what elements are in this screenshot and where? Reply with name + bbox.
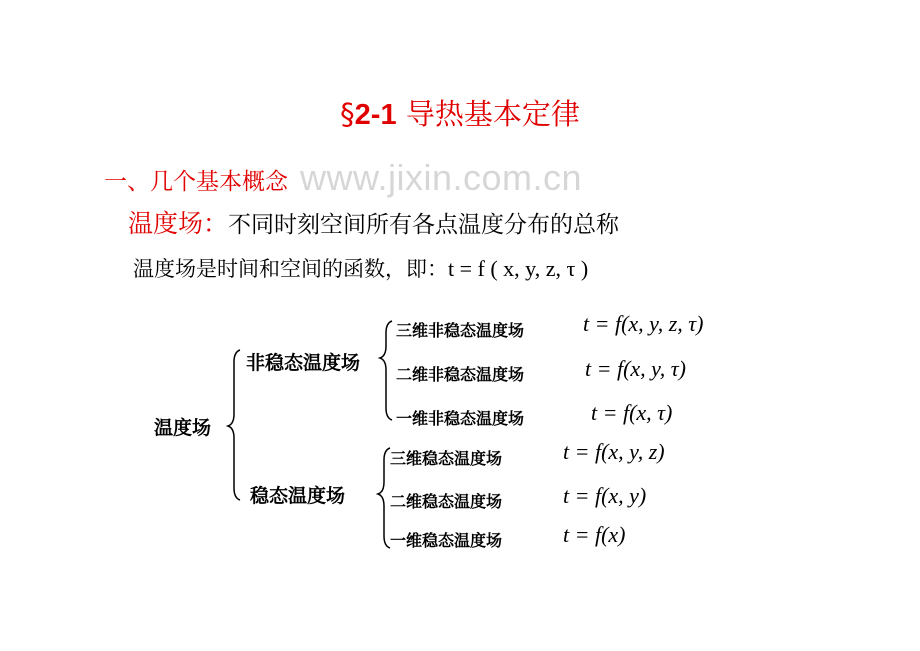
steady-bracket xyxy=(378,448,390,548)
unsteady-2d-label: 二维非稳态温度场 xyxy=(396,365,525,384)
unsteady-3d-equation: t = f(x, y, z, τ) xyxy=(583,311,704,336)
unsteady-2d-equation: t = f(x, y, τ) xyxy=(585,356,686,381)
heading-basic-concepts: 一、几个基本概念 xyxy=(104,169,288,195)
unsteady-3d-label: 三维非稳态温度场 xyxy=(396,321,525,340)
section-number: 2-1 xyxy=(354,99,397,131)
unsteady-bracket xyxy=(380,321,392,420)
steady-1d-label: 一维稳态温度场 xyxy=(390,531,503,550)
root-bracket xyxy=(228,350,240,500)
unsteady-field-label: 非稳态温度场 xyxy=(246,352,361,374)
description-text: 温度场是时间和空间的函数，即： xyxy=(133,257,448,281)
steady-3d-label: 三维稳态温度场 xyxy=(390,449,503,468)
watermark: www.jixin.com.cn xyxy=(300,157,583,198)
title-text: 导热基本定律 xyxy=(405,97,580,131)
tree-root-label: 温度场 xyxy=(154,417,212,439)
steady-3d-equation: t = f(x, y, z) xyxy=(563,439,665,464)
definition-term: 温度场： xyxy=(128,209,229,238)
unsteady-1d-equation: t = f(x, τ) xyxy=(591,400,673,425)
section-mark: § xyxy=(340,97,355,131)
steady-field-label: 稳态温度场 xyxy=(250,485,346,507)
unsteady-1d-label: 一维非稳态温度场 xyxy=(396,409,525,428)
steady-1d-equation: t = f(x) xyxy=(563,522,626,547)
description-formula: t = f ( x, y, z, τ ) xyxy=(448,256,589,281)
steady-2d-equation: t = f(x, y) xyxy=(563,483,647,508)
steady-2d-label: 二维稳态温度场 xyxy=(390,492,503,511)
definition-text: 不同时刻空间所有各点温度分布的总称 xyxy=(228,212,620,238)
